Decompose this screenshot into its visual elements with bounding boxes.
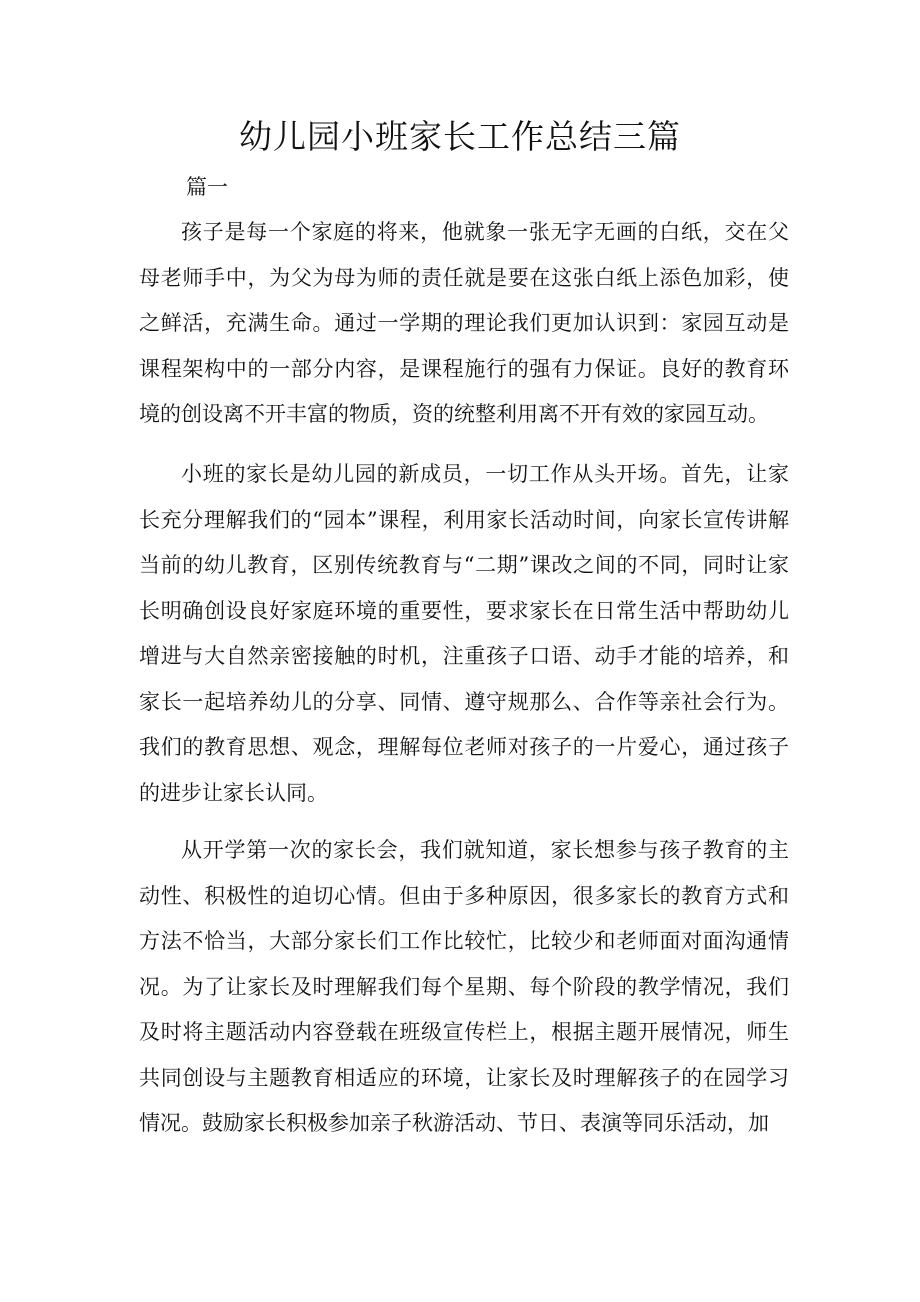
- section-heading: 篇一: [186, 175, 228, 199]
- paragraph-3: 从开学第一次的家长会，我们就知道，家长想参与孩子教育的主动性、积极性的迫切心情。但由于多种原因，很多家长的教育方式和方法不恰当，大部分家长们工作比较忙，比较少和老师面对面沟通情况。为了让家长及时理解我们每个星期、每个阶段的教学情况，我们及时将主题活动内容登载在班级宣传栏上，根据主题开展情况，师生共同创设与主题教育相适应的环境，让家长及时理解孩子的在园学习情况。鼓励家长积极参加亲子秋游活动、节日、表演等同乐活动，加: [139, 838, 789, 1135]
- paragraph-2: 小班的家长是幼儿园的新成员，一切工作从头开场。首先，让家长充分理解我们的“园本”课程，利用家长活动时间，向家长宣传讲解当前的幼儿教育，区别传统教育与“二期”课改之间的不同，同时让家长明确创设良好家庭环境的重要性，要求家长在日常生活中帮助幼儿增进与大自然亲密接触的时机，注重孩子口语、动手才能的培养，和家长一起培养幼儿的分享、同情、遵守规那么、合作等亲社会行为。我们的教育思想、观念，理解每位老师对孩子的一片爱心，通过孩子的进步让家长认同。: [139, 462, 789, 805]
- paragraph-1: 孩子是每一个家庭的将来，他就象一张无字无画的白纸，交在父母老师手中，为父为母为师的责任就是要在这张白纸上添色加彩，使之鲜活，充满生命。通过一学期的理论我们更加认识到：家园互动是课程架构中的一部分内容，是课程施行的强有力保证。良好的教育环境的创设离不开丰富的物质，资的统整利用离不开有效的家园互动。: [139, 220, 789, 426]
- document-title: 幼儿园小班家长工作总结三篇: [239, 117, 681, 156]
